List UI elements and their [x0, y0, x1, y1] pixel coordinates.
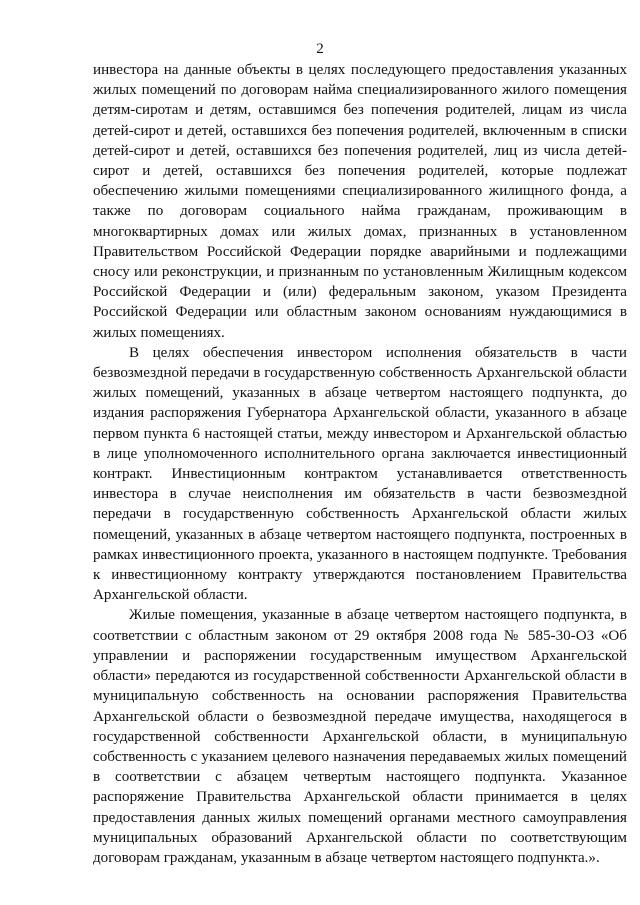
page-number: 2	[316, 41, 324, 57]
paragraph-investment-contract: В целях обеспечения инвестором исполнения обязательств в части безвозмездной передачи в государственную собственность Архангельской области жилых помещений, указанных в абзаце четвертом настоящего подпункта, до издания распоряжения Губернатора Архангельской области, указанного в абзаце первом пункта 6 настоящей статьи, между инвестором и Архангельской областью в лице уполномоченного исполнительного органа заключается инвестиционный контракт. Инвестиционным контрактом устанавливается ответственность инвестора в случае неисполнения им обязательств в части безвозмездной передачи в государственную собственность Архангельской области жилых помещений, указанных в абзаце четвертом настоящего подпункта, построенных в рамках инвестиционного проекта, указанного в настоящем подпункте. Требования к инвестиционному контракту утверждаются постановлением Правительства Архангельской области.	[93, 344, 627, 604]
paragraph-property-transfer: Жилые помещения, указанные в абзаце четвертом настоящего подпункта, в соответствии с областным законом от 29 октября 2008 года № 585-30-ОЗ «Об управлении и распоряжении государственным имуществом Архангельской области» передаются из государственной собственности Архангельской области в муниципальную собственность на основании распоряжения Правительства Архангельской области о безвозмездной передаче имущества, находящегося в государственной собственности Архангельской области, в муниципальную собственность с указанием целевого назначения передаваемых жилых помещений в соответствии с абзацем четвертым настоящего подпункта. Указанное распоряжение Правительства Архангельской области принимается в целях предоставления данных жилых помещений органами местного самоуправления муниципальных образований Архангельской области по соответствующим договорам гражданам, указанным в абзаце четвертом настоящего подпункта.».	[93, 607, 627, 866]
paragraph-continuation: инвестора на данные объекты в целях последующего предоставления указанных жилых помещений по договорам найма специализированного жилого помещения детям-сиротам и детям, оставшимся без попечения родителей, лицам из числа детей-сирот и детей, оставшихся без попечения родителей, включенным в списки детей-сирот и детей, оставшихся без попечения родителей, лиц из числа детей-сирот и детей, оставшихся без попечения родителей, которые подлежат обеспечению жилыми помещениями специализированного жилищного фонда, а также по договорам социального найма гражданам, проживающим в многоквартирных домах или жилых домах, признанных в установленном Правительством Российской Федерации порядке аварийными и подлежащими сносу или реконструкции, и признанным по установленным Жилищным кодексом Российской Федерации и (или) федеральным законом, указом Президента Российской Федерации или областным законом основаниям нуждающимися в жилых помещениях.	[93, 62, 627, 341]
document-body	[93, 60, 627, 868]
